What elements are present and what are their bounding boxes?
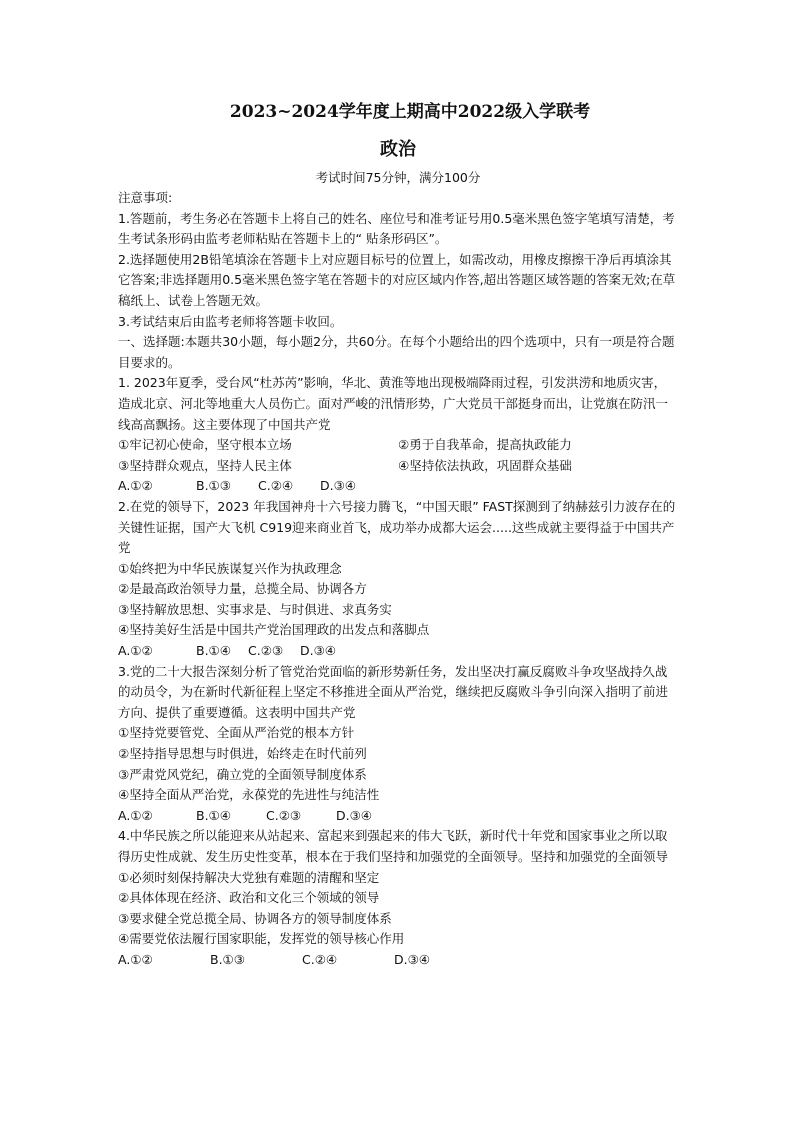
- option: ①坚持党要管党、全面从严治党的根本方针: [118, 725, 355, 741]
- answer-choice: C.②③: [266, 807, 302, 823]
- exam-subject: 政治: [380, 139, 416, 160]
- option: ③要求健全党总揽全局、协调各方的领导制度体系: [118, 910, 392, 926]
- note-item: 1.答题前，考生务必在答题卡上将自己的姓名、座位号和准考证号用0.5毫米黑色签字笔填写清楚，考生考试条形码由监考老师粘贴在答题卡上的“ 贴条形码区”。: [118, 210, 675, 247]
- option: ③严肃党风党纪，确立党的全面领导制度体系: [118, 766, 367, 782]
- answer-choices: [118, 806, 678, 827]
- option: ①牢记初心使命，坚守根本立场: [118, 437, 292, 453]
- option: ②是最高政治领导力量，总揽全局、协调各方: [118, 581, 367, 597]
- answer-choice: A.①②: [118, 807, 153, 823]
- exam-title: 2023~2024学年度上期高中2022级入学联考: [229, 102, 591, 122]
- answer-choice: B.①③: [196, 478, 231, 494]
- question-stem: 3.党的二十大报告深刻分析了管党治党面临的新形势新任务，发出坚决打赢反腐败斗争攻坚战持久战的动员令，为在新时代新征程上坚定不移推进全面从严治党，继续把反腐败斗争引向深入指明了前进方向、提供了重要遵循。这表明中国共产党: [118, 663, 669, 720]
- answer-choices: [118, 476, 678, 497]
- option: ④需要党依法履行国家职能，发挥党的领导核心作用: [118, 931, 405, 947]
- note-item: 3.考试结束后由监考老师将答题卡收回。: [118, 313, 343, 329]
- answer-choice: B.①③: [210, 951, 245, 967]
- option: ④坚持全面从严治党，永葆党的先进性与纯洁性: [118, 787, 380, 803]
- option: ②勇于自我革命，提高执政能力: [398, 437, 572, 453]
- exam-info: 考试时间75分钟，满分100分: [315, 170, 481, 185]
- question-stem: 4.中华民族之所以能迎来从站起来、富起来到强起来的伟大飞跃，新时代十年党和国家事业之所以取得历史性成就、发生历史性变革，根本在于我们坚持和加强党的全面领导。坚持和加强党的全面领导: [118, 828, 669, 864]
- option: ②具体体现在经济、政治和文化三个领域的领导: [118, 890, 380, 906]
- question-1: [118, 373, 678, 497]
- answer-choice: C.②④: [302, 951, 338, 967]
- question-2: [118, 497, 678, 662]
- answer-choice: D.③④: [300, 643, 337, 659]
- answer-choice: A.①②: [118, 643, 153, 659]
- question-4: [118, 826, 678, 970]
- answer-choice: C.②③: [248, 643, 284, 659]
- answer-choice: B.①④: [196, 643, 231, 659]
- answer-choices: [118, 950, 678, 971]
- option: ③坚持群众观点，坚持人民主体: [118, 457, 292, 473]
- option: ④坚持依法执政，巩固群众基础: [398, 457, 572, 473]
- answer-choice: B.①④: [196, 807, 231, 823]
- answer-choices: [118, 641, 678, 662]
- option: ②坚持指导思想与时俱进，始终走在时代前列: [118, 746, 367, 762]
- answer-choice: D.③④: [394, 951, 431, 967]
- question-options: [118, 435, 678, 476]
- question-stem: 1. 2023年夏季，受台风“杜苏芮”影响，华北、黄淮等地出现极端降雨过程，引发洪涝和地质灾害，造成北京、河北等地重大人员伤亡。面对严峻的汛情形势，广大党员干部挺身而出，让党旗在防汛一线高高飘扬。这主要体现了中国共产党: [118, 375, 669, 432]
- answer-choice: A.①②: [118, 951, 153, 967]
- answer-choice: D.③④: [336, 807, 373, 823]
- option: ③坚持解放思想、实事求是、与时俱进、求真务实: [118, 601, 392, 617]
- option: ①必须时刻保持解决大党独有难题的清醒和坚定: [118, 869, 380, 885]
- option: ①始终把为中华民族谋复兴作为执政理念: [118, 560, 342, 576]
- exam-body: [118, 188, 678, 971]
- answer-choice: D.③④: [320, 478, 357, 494]
- answer-choice: C.②④: [258, 478, 294, 494]
- note-item: 2.选择题使用2B铅笔填涂在答题卡上对应题目标号的位置上，如需改动，用橡皮擦擦干净后再填涂其它答案;非选择题用0.5毫米黑色签字笔在答题卡的对应区域内作答,超出答题区域答题的答案无效;在草稿纸上、试卷上答题无效。: [118, 251, 676, 308]
- question-3: [118, 662, 678, 827]
- option: ④坚持美好生活是中国共产党治国理政的出发点和落脚点: [118, 622, 430, 638]
- section-heading: 一、选择题:本题共30小题，每小题2分，共60分。在每个小题给出的四个选项中，只有一项是符合题目要求的。: [118, 334, 675, 370]
- answer-choice: A.①②: [118, 478, 153, 494]
- notes-heading: 注意事项:: [118, 190, 173, 205]
- question-stem: 2.在党的领导下，2023 年我国神舟十六号接力腾飞，“中国天眼” FAST探测到了纳赫兹引力波存在的关键性证据，国产大飞机 C919迎来商业首飞，成功举办成都大运会.....这些成就主要得益于中国共产党: [118, 498, 676, 556]
